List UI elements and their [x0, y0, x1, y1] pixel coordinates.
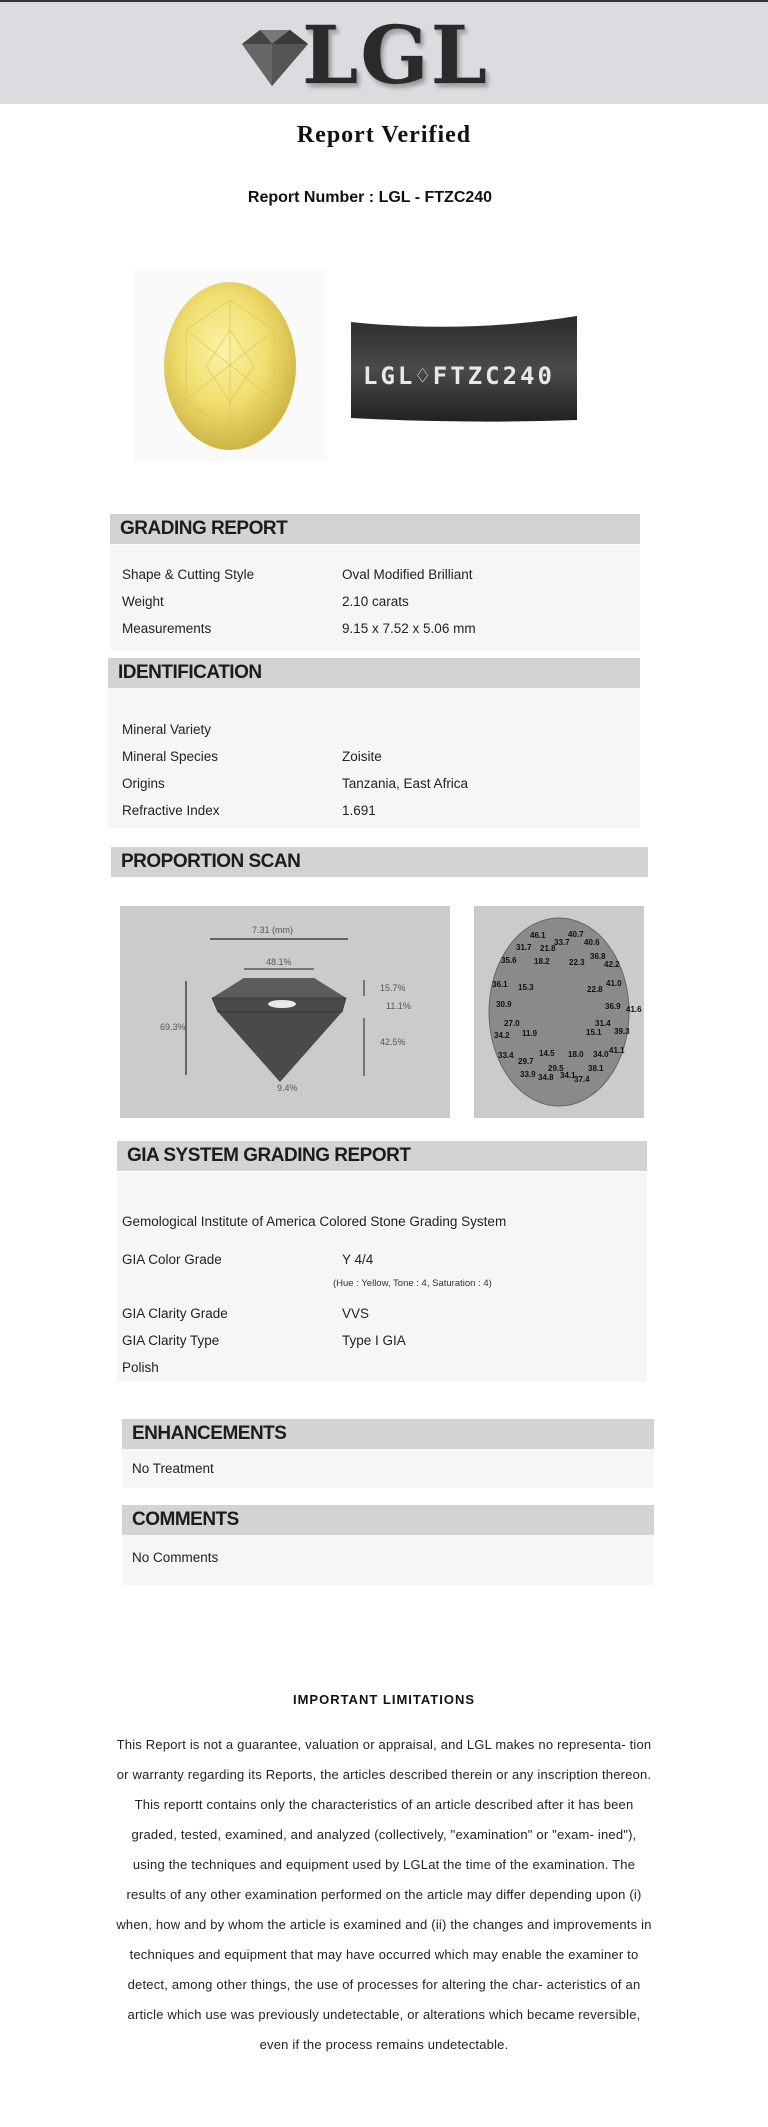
top-view-value: 39.3 — [614, 1027, 630, 1036]
gia-label: GIA Clarity Grade — [122, 1306, 228, 1321]
top-view-value: 11.9 — [522, 1029, 538, 1038]
width-label: 7.31 (mm) — [252, 925, 294, 935]
gia-value: VVS — [342, 1306, 370, 1321]
page-title: Report Verified — [296, 122, 472, 148]
gemstone-photo — [134, 270, 326, 462]
gia-label: Polish — [122, 1360, 159, 1375]
gia-header: GIA SYSTEM GRADING REPORT — [117, 1141, 647, 1171]
comments-header: COMMENTS — [122, 1505, 654, 1535]
top-view-value: 42.2 — [604, 960, 620, 969]
top-view-value: 41.6 — [626, 1005, 642, 1014]
girdle-label: 11.1% — [386, 1001, 411, 1011]
top-view-value: 37.4 — [574, 1075, 590, 1084]
top-view-value: 18.0 — [568, 1050, 584, 1059]
identification-value: Zoisite — [342, 749, 382, 764]
comments-value: No Comments — [132, 1550, 219, 1565]
top-view-value: 29.7 — [518, 1057, 534, 1066]
gia-label: GIA Clarity Type — [122, 1333, 220, 1348]
top-view-value: 36.1 — [492, 980, 508, 989]
top-view-value: 22.3 — [569, 958, 585, 967]
gia-label: GIA Color Grade — [122, 1252, 222, 1267]
gia-value: Type I GIA — [342, 1333, 406, 1348]
top-view-value: 14.5 — [539, 1049, 555, 1058]
gia-color-note: (Hue : Yellow, Tone : 4, Saturation : 4) — [333, 1278, 492, 1289]
top-view-value: 22.8 — [587, 985, 603, 994]
inscription-text: LGL♢FTZC240 — [363, 362, 555, 390]
top-view-value: 34.8 — [538, 1073, 554, 1082]
top-view-value: 29.5 — [548, 1064, 564, 1073]
logo-text: LGL — [302, 8, 489, 102]
gia-bg — [117, 1172, 647, 1382]
top-view-value: 35.6 — [501, 956, 517, 965]
gia-value: Y 4/4 — [342, 1252, 374, 1267]
top-view-value: 18.2 — [534, 957, 550, 966]
top-view-diagram — [474, 906, 644, 1118]
lgl-logo — [232, 8, 492, 102]
top-view-value: 31.4 — [595, 1019, 611, 1028]
top-view-value: 40.6 — [584, 938, 600, 947]
depth-label: 69.3% — [160, 1022, 186, 1032]
page-header — [0, 2, 768, 104]
top-view-value: 38.1 — [588, 1064, 604, 1073]
limitations-title: IMPORTANT LIMITATIONS — [292, 1692, 476, 1707]
pavilion-label: 42.5% — [380, 1037, 406, 1047]
top-view-value: 41.1 — [609, 1046, 625, 1055]
culet-label: 9.4% — [277, 1083, 298, 1093]
inscription-photo — [351, 272, 577, 456]
enhancements-header: ENHANCEMENTS — [122, 1419, 654, 1449]
grading-report-header: GRADING REPORT — [110, 514, 640, 544]
crown-label: 15.7% — [380, 983, 406, 993]
identification-header: IDENTIFICATION — [108, 658, 640, 688]
top-view-value: 46.1 — [530, 931, 546, 940]
top-view-value: 15.1 — [586, 1028, 602, 1037]
top-view-value: 36.9 — [605, 1002, 621, 1011]
top-view-value: 21.8 — [540, 944, 556, 953]
top-view-value: 36.8 — [590, 952, 606, 961]
enhancements-value: No Treatment — [132, 1461, 214, 1476]
grading-label: Weight — [122, 594, 164, 609]
identification-label: Origins — [122, 776, 165, 791]
top-view-value: 27.0 — [504, 1019, 520, 1028]
limitations-body: This Report is not a guarantee, valuation or appraisal, and LGL makes no representa- tion or warranty regarding its Reports, the articles described therein or any inscription thereon. This reportt contains only the characteristics of an article described after it has been graded, tested, examined, and analyzed (collectively, "examination" or "exam- ined"), using the techniques and equipment used by LGLat the time of the examination. The results of any other examination performed on the article may differ depending upon (i) when, how and by whom the article is examined and (ii) the changes and improvements in techniques and equipment that may have occurred which may enable the examiner to detect, among other things, the use of processes for altering the char- acteristics of an article which use was previously undetectable, or alterations which became reversible, even if the process remains undetectable. — [116, 1737, 652, 2052]
top-view-value: 34.1 — [560, 1071, 576, 1080]
table-label: 48.1% — [266, 957, 292, 967]
identification-value: Tanzania, East Africa — [342, 776, 469, 791]
identification-label: Refractive Index — [122, 803, 220, 818]
gia-system-text: Gemological Institute of America Colored Stone Grading System — [122, 1214, 507, 1229]
top-view-value: 34.2 — [494, 1031, 510, 1040]
diamond-icon — [232, 26, 312, 90]
grading-value: 9.15 x 7.52 x 5.06 mm — [342, 621, 476, 636]
top-view-value: 34.0 — [593, 1050, 609, 1059]
profile-diagram — [120, 906, 450, 1118]
top-view-value: 40.7 — [568, 930, 584, 939]
top-view-value: 33.4 — [498, 1051, 514, 1060]
grading-value: 2.10 carats — [342, 594, 409, 609]
proportion-scan-header: PROPORTION SCAN — [111, 847, 648, 877]
top-view-value: 30.9 — [496, 1000, 512, 1009]
top-view-value: 31.7 — [516, 943, 532, 952]
top-view-value: 33.7 — [554, 938, 570, 947]
identification-label: Mineral Variety — [122, 722, 212, 737]
top-view-value: 33.9 — [520, 1070, 536, 1079]
identification-label: Mineral Species — [122, 749, 219, 764]
grading-label: Measurements — [122, 621, 212, 636]
top-view-value: 15.3 — [518, 983, 534, 992]
report-number: Report Number : LGL - FTZC240 — [247, 189, 493, 206]
top-view-value: 41.0 — [606, 979, 622, 988]
grading-value: Oval Modified Brilliant — [342, 567, 473, 582]
identification-value: 1.691 — [342, 803, 376, 818]
grading-label: Shape & Cutting Style — [122, 567, 255, 582]
